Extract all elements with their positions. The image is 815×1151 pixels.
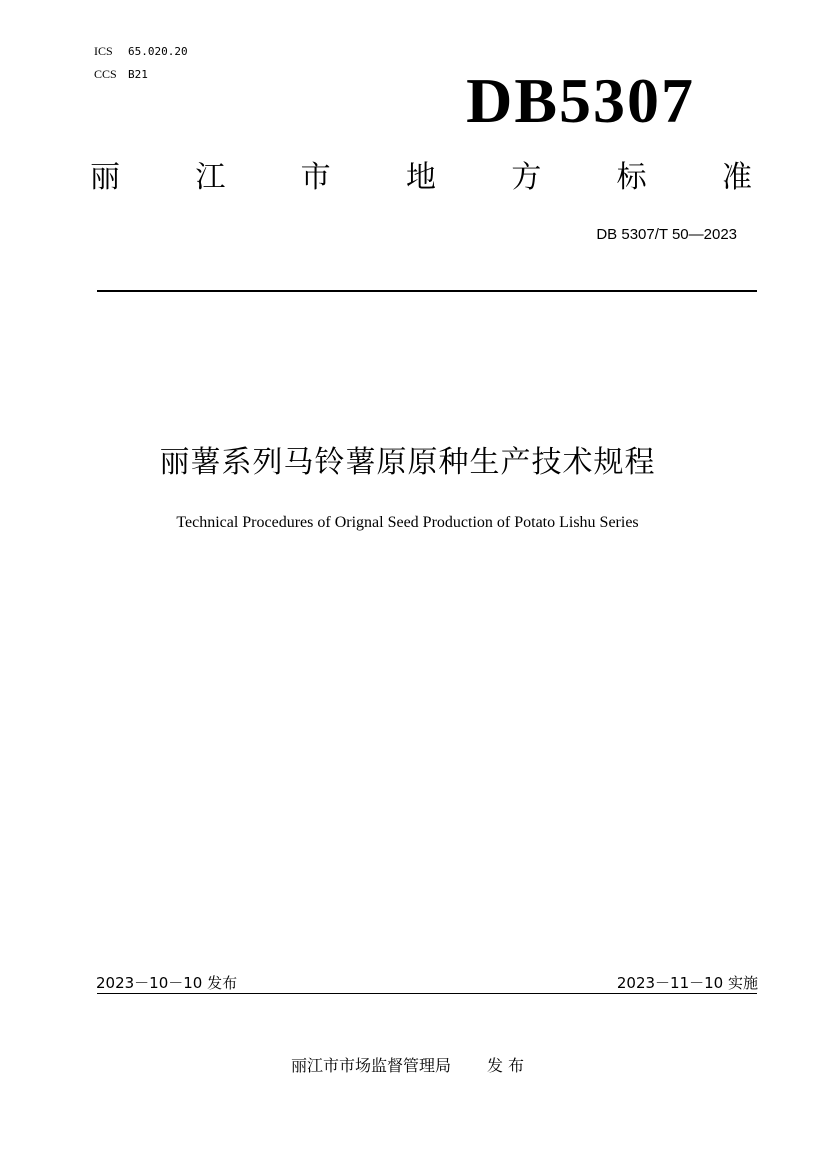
classification-codes xyxy=(94,40,188,86)
publisher-line xyxy=(0,1053,815,1076)
ccs-row xyxy=(94,63,188,86)
publish-date: 2023－10－10 发布 xyxy=(96,974,238,992)
local-standard-char: 方 xyxy=(511,160,542,195)
document-title-chinese: 丽薯系列马铃薯原原种生产技术规程 xyxy=(159,445,656,480)
publisher-name: 丽江市市场监督管理局 xyxy=(290,1056,451,1075)
ics-label: ICS xyxy=(94,44,113,58)
ics-code: 65.020.20 xyxy=(128,45,188,58)
local-standard-char: 准 xyxy=(721,160,752,195)
standard-logo-code: DB5307 xyxy=(466,65,695,136)
document-title-english: Technical Procedures of Orignal Seed Production of Potato Lishu Series xyxy=(176,514,639,531)
top-divider xyxy=(97,290,757,292)
ccs-label: CCS xyxy=(94,67,117,81)
publisher-action: 发 布 xyxy=(486,1056,525,1075)
bottom-divider xyxy=(97,993,757,994)
document-number: DB 5307/T 50—2023 xyxy=(596,226,737,243)
ics-row xyxy=(94,40,188,63)
implement-date: 2023－11－10 实施 xyxy=(616,974,758,992)
ccs-code: B21 xyxy=(128,68,148,81)
local-standard-char: 丽 xyxy=(90,160,120,195)
local-standard-char: 江 xyxy=(195,160,226,195)
local-standard-char: 标 xyxy=(616,160,647,195)
local-standard-char: 市 xyxy=(300,160,331,195)
local-standard-char: 地 xyxy=(405,160,436,195)
local-standard-title xyxy=(90,160,752,196)
